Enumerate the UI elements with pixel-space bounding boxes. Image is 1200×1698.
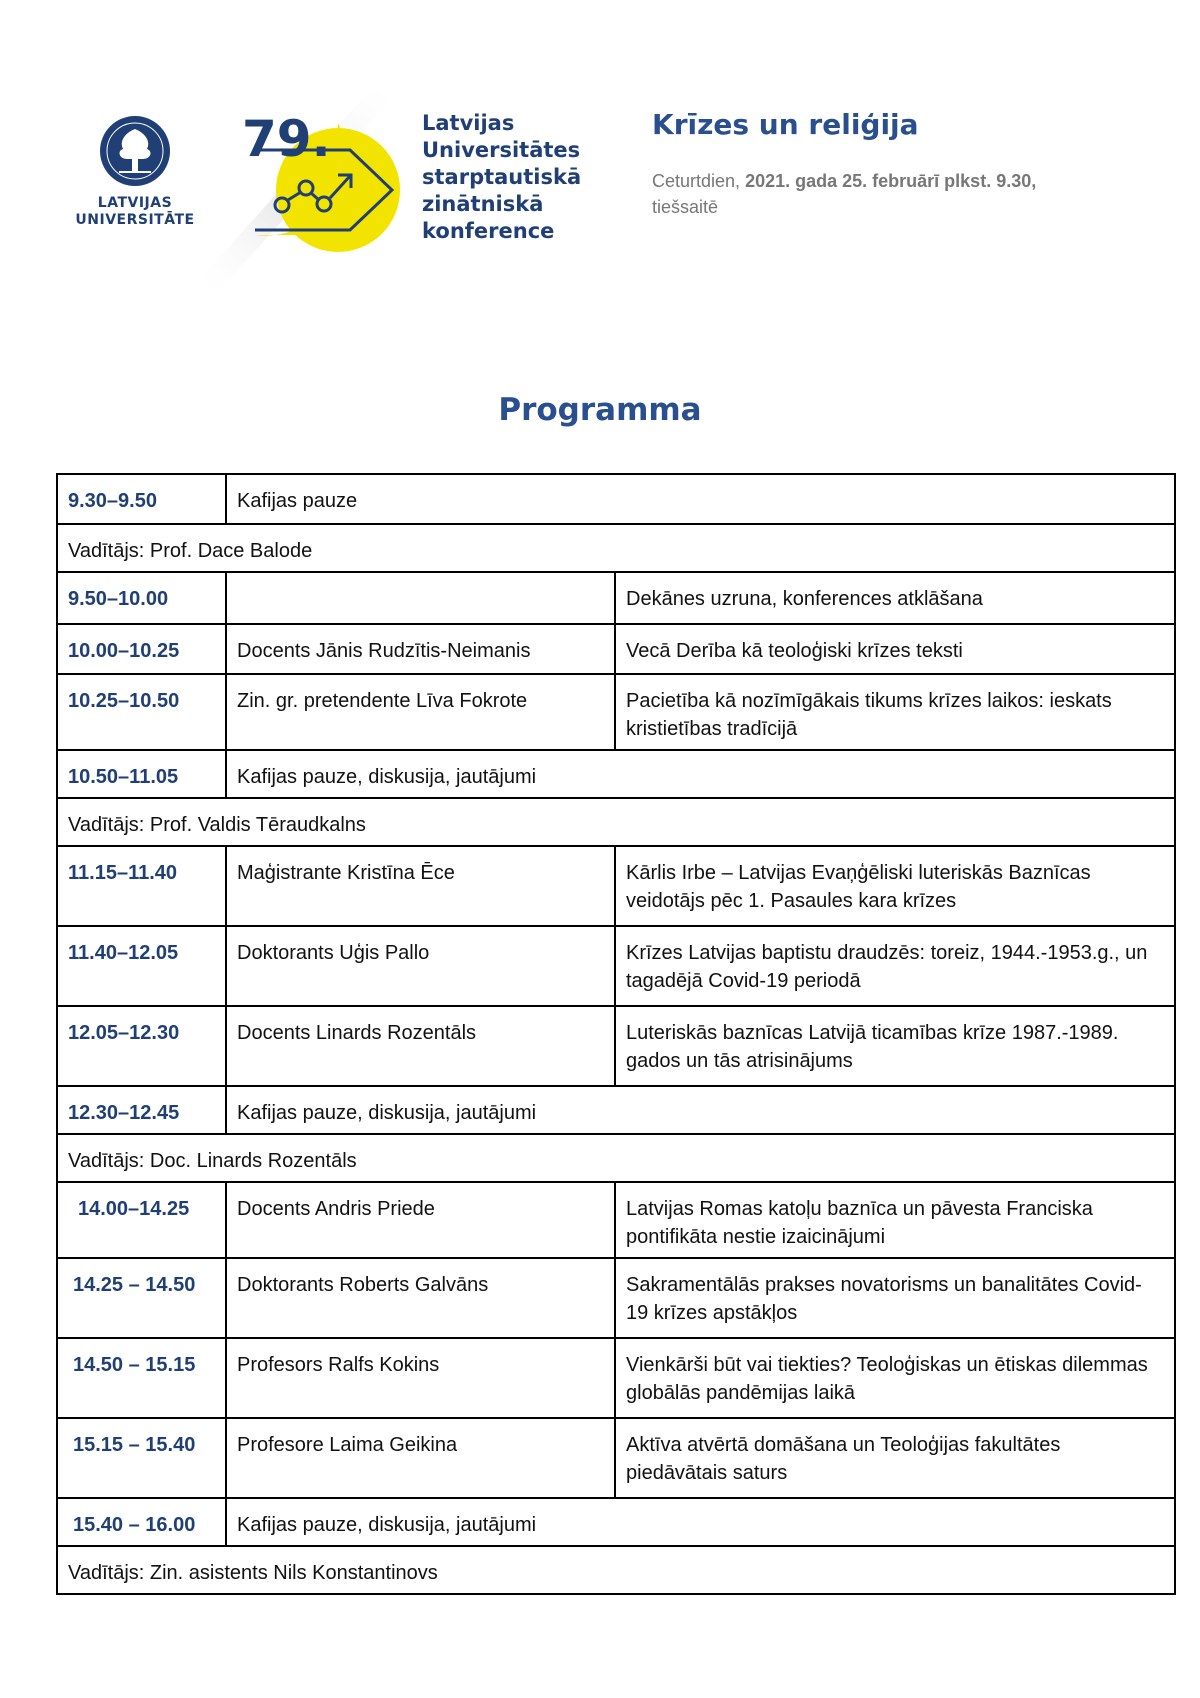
time-cell: 15.15 – 15.40: [57, 1418, 226, 1498]
conference-title-line: Latvijas: [422, 111, 515, 135]
program-row: [57, 846, 1175, 926]
event-mode: tiešsaitē: [652, 197, 719, 217]
moderator-row: [57, 798, 1175, 846]
program-row: [57, 1086, 1175, 1134]
program-row: [57, 1258, 1175, 1338]
program-row: [57, 926, 1175, 1006]
time-cell: 12.05–12.30: [57, 1006, 226, 1086]
program-table-body: [57, 474, 1175, 1594]
break-cell: Kafijas pauze, diskusija, jautājumi: [226, 1498, 1175, 1546]
moderator-cell: Vadītājs: Prof. Dace Balode: [57, 524, 1175, 572]
topic-cell: Pacietība kā nozīmīgākais tikums krīzes laikos: ieskats kristietības tradīcijā: [615, 674, 1175, 750]
time-cell: 11.40–12.05: [57, 926, 226, 1006]
moderator-cell: Vadītājs: Doc. Linards Rozentāls: [57, 1134, 1175, 1182]
event-date: 2021. gada 25. februārī plkst. 9.30,: [745, 171, 1037, 191]
time-cell: 14.00–14.25: [57, 1182, 226, 1258]
time-cell: 11.15–11.40: [57, 846, 226, 926]
university-name-line1: LATVIJAS: [97, 195, 173, 211]
speaker-cell: Profesors Ralfs Kokins: [226, 1338, 615, 1418]
conference-title-line: Universitātes: [422, 138, 581, 162]
moderator-cell: Vadītājs: Prof. Valdis Tēraudkalns: [57, 798, 1175, 846]
speaker-cell: Doktorants Roberts Galvāns: [226, 1258, 615, 1338]
conference-title: [422, 110, 581, 245]
speaker-cell: Profesore Laima Geikina: [226, 1418, 615, 1498]
break-cell: Kafijas pauze, diskusija, jautājumi: [226, 750, 1175, 798]
moderator-row: [57, 524, 1175, 572]
conference-title-line: konference: [422, 219, 555, 243]
time-cell: 10.25–10.50: [57, 674, 226, 750]
time-cell: 10.00–10.25: [57, 624, 226, 674]
program-row: [57, 1182, 1175, 1258]
program-row: [57, 1006, 1175, 1086]
conference-title-line: zinātniskā: [422, 192, 544, 216]
break-cell: Kafijas pauze, diskusija, jautājumi: [226, 1086, 1175, 1134]
time-cell: 12.30–12.45: [57, 1086, 226, 1134]
topic-cell: Vienkārši būt vai tiekties? Teoloģiskas un ētiskas dilemmas globālās pandēmijas laikā: [615, 1338, 1175, 1418]
topic-cell: Aktīva atvērtā domāšana un Teoloģijas fakultātes piedāvātais saturs: [615, 1418, 1175, 1498]
program-row: [57, 474, 1175, 524]
event-title: Krīzes un reliģija: [652, 108, 919, 141]
topic-cell: Krīzes Latvijas baptistu draudzēs: toreiz, 1944.-1953.g., un tagadējā Covid-19 periodā: [615, 926, 1175, 1006]
speaker-cell: Doktorants Uģis Pallo: [226, 926, 615, 1006]
program-row: [57, 1338, 1175, 1418]
topic-cell: Dekānes uzruna, konferences atklāšana: [615, 572, 1175, 624]
conference-number: 79.: [242, 110, 331, 168]
break-cell: Kafijas pauze: [226, 474, 1175, 524]
topic-cell: Vecā Derība kā teoloģiski krīzes teksti: [615, 624, 1175, 674]
speaker-cell: Docents Linards Rozentāls: [226, 1006, 615, 1086]
speaker-cell: Docents Jānis Rudzītis-Neimanis: [226, 624, 615, 674]
program-row: [57, 624, 1175, 674]
program-title: Programma: [498, 392, 702, 428]
event-day: Ceturtdien,: [652, 171, 741, 191]
program-row: [57, 1498, 1175, 1546]
moderator-cell: Vadītājs: Zin. asistents Nils Konstantinovs: [57, 1546, 1175, 1594]
moderator-row: [57, 1546, 1175, 1594]
time-cell: 9.50–10.00: [57, 572, 226, 624]
program-row: [57, 1418, 1175, 1498]
university-name-line2: UNIVERSITĀTE: [75, 212, 195, 228]
conference-title-line: starptautiskā: [422, 165, 582, 189]
topic-cell: Sakramentālās prakses novatorisms un banalitātes Covid-19 krīzes apstākļos: [615, 1258, 1175, 1338]
speaker-cell: Docents Andris Priede: [226, 1182, 615, 1258]
time-cell: 9.30–9.50: [57, 474, 226, 524]
moderator-row: [57, 1134, 1175, 1182]
speaker-cell: [226, 572, 615, 624]
program-row: [57, 750, 1175, 798]
time-cell: 15.40 – 16.00: [57, 1498, 226, 1546]
program-row: [57, 674, 1175, 750]
time-cell: 14.50 – 15.15: [57, 1338, 226, 1418]
speaker-cell: Maģistrante Kristīna Ēce: [226, 846, 615, 926]
event-datetime: [652, 168, 1122, 220]
program-table: [56, 473, 1176, 1595]
topic-cell: Kārlis Irbe – Latvijas Evaņģēliski luteriskās Baznīcas veidotājs pēc 1. Pasaules kara krīzes: [615, 846, 1175, 926]
conference-logo: [170, 80, 590, 310]
university-seal-icon: [99, 115, 171, 187]
topic-cell: Latvijas Romas katoļu baznīca un pāvesta Franciska pontifikāta nestie izaicinājumi: [615, 1182, 1175, 1258]
time-cell: 10.50–11.05: [57, 750, 226, 798]
time-cell: 14.25 – 14.50: [57, 1258, 226, 1338]
topic-cell: Luteriskās baznīcas Latvijā ticamības krīze 1987.-1989. gados un tās atrisinājums: [615, 1006, 1175, 1086]
program-row: [57, 572, 1175, 624]
speaker-cell: Zin. gr. pretendente Līva Fokrote: [226, 674, 615, 750]
